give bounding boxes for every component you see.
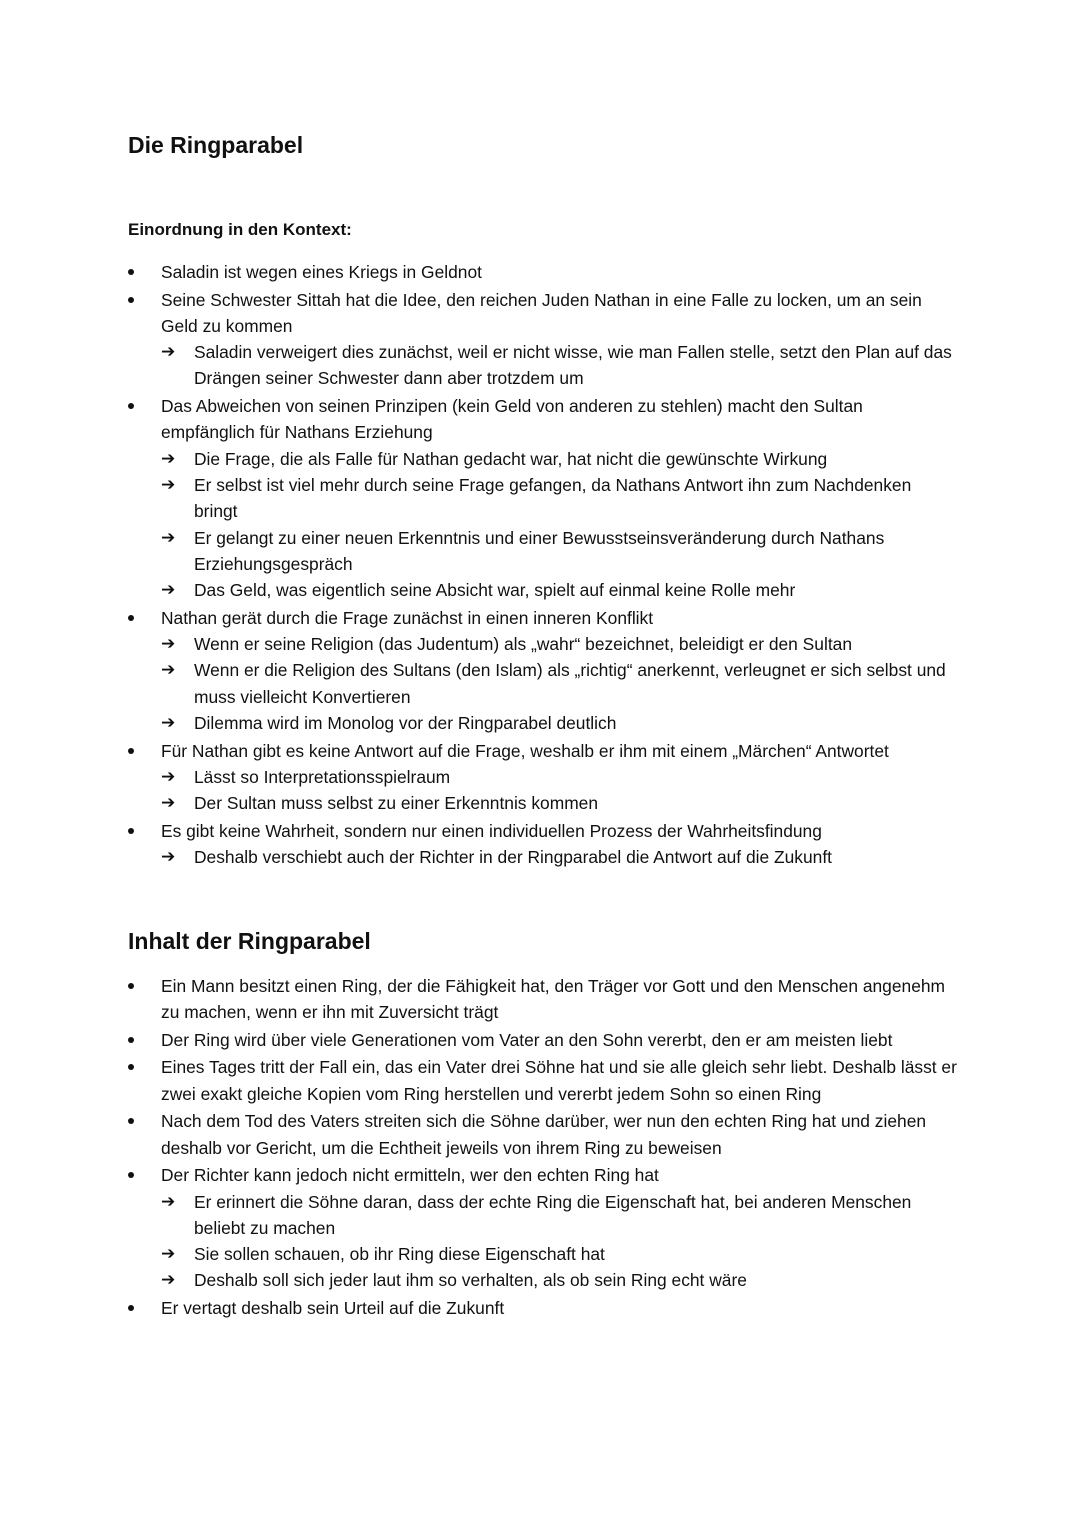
arrow-right-icon: ➔	[161, 448, 176, 469]
sub-item	[161, 657, 958, 710]
arrow-right-icon: ➔	[161, 474, 176, 495]
bullet-item	[128, 1108, 958, 1161]
sub-item	[161, 764, 958, 790]
context-heading: Einordnung in den Kontext:	[128, 220, 352, 239]
bullet-text: Nathan gerät durch die Frage zunächst in einen inneren Konflikt	[161, 607, 654, 628]
sub-item-text: Saladin verweigert dies zunächst, weil er nicht wisse, wie man Fallen stelle, setzt den Plan auf das Drängen seiner Schwester dann aber trotzdem um	[194, 342, 952, 389]
sub-item	[161, 525, 958, 578]
sub-item	[161, 446, 958, 472]
sub-item-text: Sie sollen schauen, ob ihr Ring diese Eigenschaft hat	[194, 1244, 605, 1265]
sub-item-text: Lässt so Interpretationsspielraum	[194, 766, 451, 787]
arrow-right-icon: ➔	[161, 580, 176, 601]
arrow-right-icon: ➔	[161, 1244, 176, 1265]
sub-item-text: Er gelangt zu einer neuen Erkenntnis und einer Bewusstseinsveränderung durch Nathans Erziehungsgespräch	[194, 527, 885, 574]
arrow-right-icon: ➔	[161, 793, 176, 814]
sub-list	[161, 446, 958, 604]
bullet-item	[128, 738, 958, 817]
sub-list	[161, 631, 958, 736]
sub-item	[161, 1267, 958, 1293]
arrow-right-icon: ➔	[161, 342, 176, 363]
bullet-text: Seine Schwester Sittah hat die Idee, den reichen Juden Nathan in eine Falle zu locken, um an sein Geld zu kommen	[161, 289, 922, 336]
sub-list	[161, 764, 958, 817]
bullet-text: Es gibt keine Wahrheit, sondern nur einen individuellen Prozess der Wahrheitsfindung	[161, 820, 822, 841]
bullet-item	[128, 1054, 958, 1107]
sub-item-text: Deshalb verschiebt auch der Richter in der Ringparabel die Antwort auf die Zukunft	[194, 847, 833, 868]
sub-item	[161, 339, 958, 392]
bullet-text: Nach dem Tod des Vaters streiten sich die Söhne darüber, wer nun den echten Ring hat und ziehen deshalb vor Gericht, um die Echtheit jeweils von ihrem Ring zu beweisen	[161, 1111, 927, 1158]
arrow-right-icon: ➔	[161, 712, 176, 733]
sub-item-text: Dilemma wird im Monolog vor der Ringparabel deutlich	[194, 712, 617, 733]
context-list	[128, 259, 958, 870]
bullet-text: Der Ring wird über viele Generationen vom Vater an den Sohn vererbt, den er am meisten liebt	[161, 1029, 893, 1050]
bullet-item	[128, 259, 958, 285]
sub-item-text: Das Geld, was eigentlich seine Absicht war, spielt auf einmal keine Rolle mehr	[194, 580, 796, 601]
sub-item-text: Wenn er seine Religion (das Judentum) als „wahr“ bezeichnet, beleidigt er den Sultan	[194, 634, 852, 655]
bullet-text: Für Nathan gibt es keine Antwort auf die Frage, weshalb er ihm mit einem „Märchen“ Antwortet	[161, 740, 889, 761]
arrow-right-icon: ➔	[161, 766, 176, 787]
arrow-right-icon: ➔	[161, 847, 176, 868]
arrow-right-icon: ➔	[161, 660, 176, 681]
bullet-item	[128, 287, 958, 392]
content-list	[128, 973, 958, 1321]
sub-item-text: Er erinnert die Söhne daran, dass der echte Ring die Eigenschaft hat, bei anderen Menschen beliebt zu machen	[194, 1191, 912, 1238]
bullet-item	[128, 818, 958, 871]
sub-list	[161, 844, 958, 870]
sub-item	[161, 710, 958, 736]
sub-list	[161, 1189, 958, 1294]
arrow-right-icon: ➔	[161, 1191, 176, 1212]
bullet-item	[128, 1162, 958, 1293]
bullet-text: Ein Mann besitzt einen Ring, der die Fähigkeit hat, den Träger vor Gott und den Menschen angenehm zu machen, wenn er ihn mit Zuversicht trägt	[161, 976, 946, 1023]
sub-item	[161, 631, 958, 657]
arrow-right-icon: ➔	[161, 527, 176, 548]
arrow-right-icon: ➔	[161, 634, 176, 655]
sub-item	[161, 844, 958, 870]
bullet-item	[128, 1027, 958, 1053]
bullet-item	[128, 393, 958, 603]
sub-item	[161, 577, 958, 603]
bullet-item	[128, 1295, 958, 1321]
arrow-right-icon: ➔	[161, 1270, 176, 1291]
sub-item-text: Wenn er die Religion des Sultans (den Islam) als „richtig“ anerkennt, verleugnet er sich selbst und muss vielleicht Konvertieren	[194, 660, 946, 707]
bullet-item	[128, 605, 958, 736]
sub-item	[161, 1189, 958, 1242]
bullet-text: Der Richter kann jedoch nicht ermitteln, wer den echten Ring hat	[161, 1165, 659, 1186]
sub-item-text: Der Sultan muss selbst zu einer Erkenntnis kommen	[194, 793, 599, 814]
bullet-item	[128, 973, 958, 1026]
bullet-text: Saladin ist wegen eines Kriegs in Geldnot	[161, 262, 482, 282]
page-title: Die Ringparabel	[128, 132, 304, 158]
sub-item	[161, 472, 958, 525]
bullet-text: Eines Tages tritt der Fall ein, das ein Vater drei Söhne hat und sie alle gleich sehr liebt. Deshalb lässt er zwei exakt gleiche Kopien vom Ring herstellen und vererbt jedem Sohn so einen Ring	[161, 1057, 957, 1104]
sub-list	[161, 339, 958, 392]
sub-item-text: Er selbst ist viel mehr durch seine Frage gefangen, da Nathans Antwort ihn zum Nachdenken bringt	[194, 474, 912, 522]
sub-item	[161, 1241, 958, 1267]
sub-item-text: Die Frage, die als Falle für Nathan gedacht war, hat nicht die gewünschte Wirkung	[194, 448, 828, 469]
bullet-text: Das Abweichen von seinen Prinzipen (kein Geld von anderen zu stehlen) macht den Sultan empfänglich für Nathans Erziehung	[161, 396, 863, 443]
bullet-text: Er vertagt deshalb sein Urteil auf die Zukunft	[161, 1298, 505, 1319]
sub-item	[161, 790, 958, 816]
sub-item-text: Deshalb soll sich jeder laut ihm so verhalten, als ob sein Ring echt wäre	[194, 1270, 747, 1291]
content-title: Inhalt der Ringparabel	[128, 928, 371, 954]
